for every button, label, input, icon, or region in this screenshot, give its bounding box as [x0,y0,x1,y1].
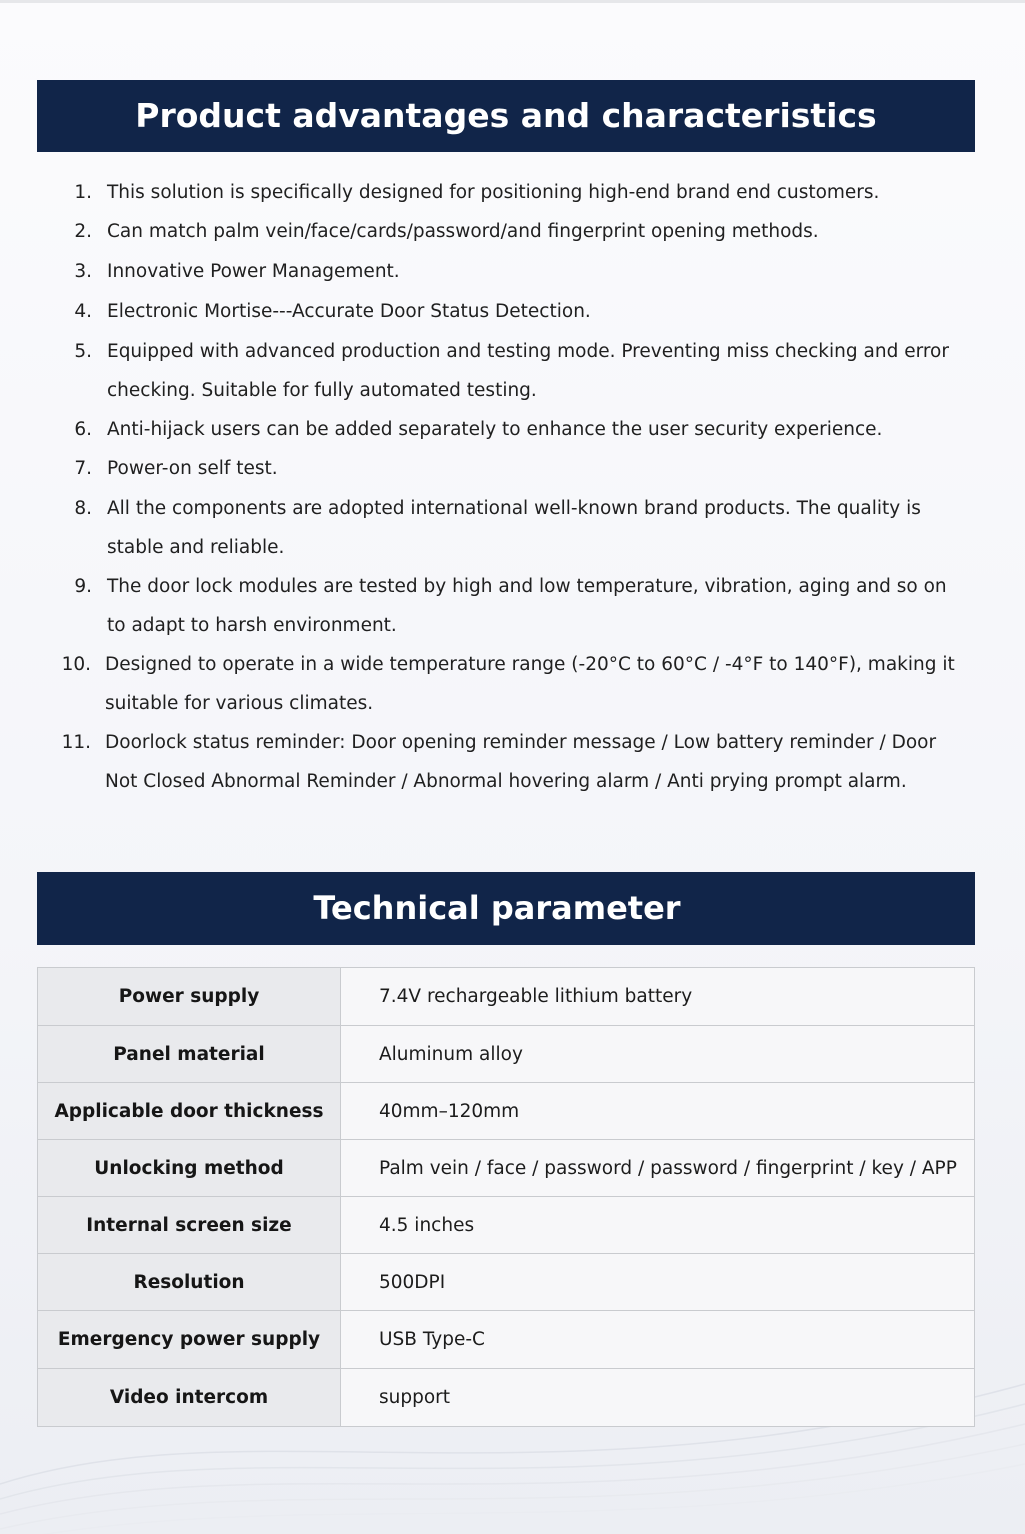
list-item [0,212,967,252]
list-item-number: 8. [74,498,92,519]
list-item [0,410,967,449]
list-item-number: 3. [74,261,92,282]
parameter-name: Internal screen size [38,1197,341,1254]
list-item-text: Equipped with advanced production and testing mode. Preventing miss checking and error checking. Suitable for fully automated testing. [107,341,949,401]
list-item-number: 6. [74,419,92,440]
parameter-value: support [341,1369,975,1427]
list-item-number: 10. [61,654,91,675]
parameter-name: Unlocking method [38,1140,341,1197]
list-item-text: Designed to operate in a wide temperature range (-20°C to 60°C / -4°F to 140°F), making it suitable for various climates. [105,654,955,714]
list-item [0,292,967,332]
parameter-value: 4.5 inches [341,1197,975,1254]
list-item-text: The door lock modules are tested by high and low temperature, vibration, aging and so on to adapt to harsh environment. [107,576,947,636]
technical-title: Technical parameter [37,872,975,945]
advantages-list [0,173,967,801]
list-item-number: 11. [61,732,91,753]
parameter-value: 500DPI [341,1254,975,1311]
parameter-value: 40mm–120mm [341,1083,975,1140]
parameter-name: Video intercom [38,1369,341,1427]
list-item [0,645,967,723]
table-row [38,1197,975,1254]
parameter-value: 7.4V rechargeable lithium battery [341,968,975,1026]
table-row [38,1026,975,1083]
list-item-text: Electronic Mortise---Accurate Door Status Detection. [107,301,591,322]
list-item [0,567,967,645]
list-item [0,332,967,410]
table-row [38,1369,975,1427]
list-item-text: All the components are adopted international well-known brand products. The quality is stable and reliable. [107,498,921,558]
list-item-text: This solution is specifically designed for positioning high-end brand end customers. [107,182,880,203]
table-row [38,1254,975,1311]
parameter-value: Palm vein / face / password / password / fingerprint / key / APP [341,1140,975,1197]
parameter-name: Panel material [38,1026,341,1083]
parameter-name: Applicable door thickness [38,1083,341,1140]
parameter-name: Power supply [38,968,341,1026]
list-item-number: 5. [74,341,92,362]
parameter-name: Emergency power supply [38,1311,341,1369]
list-item-number: 4. [74,301,92,322]
technical-parameter-table [37,967,975,1427]
list-item-number: 9. [74,576,92,597]
list-item-text: Power-on self test. [107,458,278,479]
list-item-number: 2. [74,221,92,242]
list-item [0,723,967,801]
list-item-text: Doorlock status reminder: Door opening reminder message / Low battery reminder / Door Not Closed Abnormal Reminder / Abnormal hovering alarm / Anti prying prompt alarm. [105,732,937,792]
list-item-number: 7. [74,458,92,479]
table-row [38,1311,975,1369]
list-item-number: 1. [74,182,92,203]
list-item [0,173,967,212]
parameter-value: USB Type-C [341,1311,975,1369]
list-item-text: Innovative Power Management. [107,261,400,282]
table-row [38,1083,975,1140]
table-row [38,1140,975,1197]
list-item-text: Anti-hijack users can be added separately to enhance the user security experience. [107,419,883,440]
list-item [0,449,967,489]
table-row [38,968,975,1026]
list-item-text: Can match palm vein/face/cards/password/and fingerprint opening methods. [107,221,819,242]
parameter-name: Resolution [38,1254,341,1311]
parameter-value: Aluminum alloy [341,1026,975,1083]
list-item [0,489,967,567]
list-item [0,252,967,292]
advantages-title: Product advantages and characteristics [37,80,975,152]
